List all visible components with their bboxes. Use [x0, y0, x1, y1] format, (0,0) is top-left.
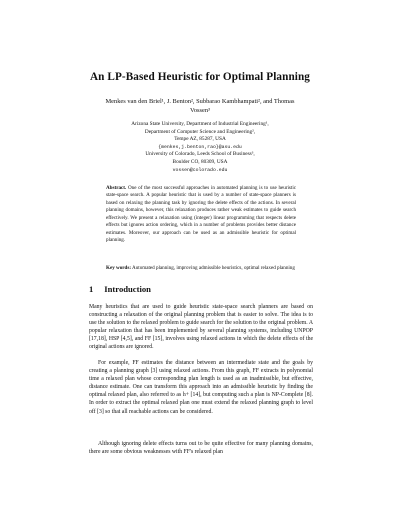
abstract — [106, 185, 296, 245]
paper-title: An LP-Based Heuristic for Optimal Planning — [90, 71, 310, 83]
section-heading — [89, 284, 151, 294]
section-title: Introduction — [104, 284, 151, 294]
affiliation-line-3: Tempe AZ, 85287, USA — [174, 136, 226, 143]
affiliations — [70, 121, 330, 174]
email-line-1: {menkes,j.benton,rao}@asu.edu — [158, 144, 242, 150]
affiliation-line-6: Boulder CO, 80309, USA — [172, 158, 228, 165]
keywords — [106, 265, 296, 272]
intro-paragraph-3: Although ignoring delete effects turns out to be quite effective for many planning domains, there are some obvious weaknesses with FF's relaxed plan — [89, 441, 313, 456]
author-list — [95, 98, 305, 115]
affiliation-line-5: University of Colorado, Leeds School of Business³, — [145, 151, 255, 158]
affiliation-line-1: Arizona State University, Department of Industrial Engineering¹, — [131, 121, 269, 127]
intro-paragraph-1: Many heuristics that are used to guide heuristic state-space search planners are based on constructing a relaxation of the original planning problem that is easier to solve. The idea is to use the solution to the relaxed problem to guide search for the solution to the original problem. A popular relaxation that has been implemented by several planning systems, including UNPOP [17,18], HSP [4,5], and FF [15], involves using relaxed actions in which the delete effects of the original actions are ignored. — [89, 304, 313, 351]
keywords-text: Automated planning, improving admissible heuristics, optimal relaxed planning — [132, 265, 295, 271]
author-line-1: Menkes van den Briel¹, J. Benton², Subbarao Kambhampati², and Thomas — [105, 98, 295, 105]
abstract-label: Abstract. — [106, 185, 127, 191]
author-line-2: Vossen³ — [190, 106, 210, 114]
section-number: 1 — [89, 284, 94, 294]
email-line-2: vossen@colorado.edu — [172, 167, 228, 173]
keywords-label: Key words: — [106, 265, 132, 271]
intro-paragraph-2: For example, FF estimates the distance between an intermediate state and the goals by creating a planning graph [3] using relaxed actions. From this graph, FF extracts in polynomial time a relaxed plan whose corresponding plan length is used as an inadmissible, but effective, distance estimate. One can transform this approach into an admissible heuristic by finding the optimal relaxed plan, also referred to as h+ [14], but computing such a plan is NP-Complete [8]. In order to extract the optimal relaxed plan one must extend the relaxed planning graph to level off [3] so that all reachable actions can be considered. — [89, 360, 313, 415]
abstract-text: One of the most successful approaches in automated planning is to use heuristic state-space search. A popular heuristic that is used by a number of state-space planners is based on relaxing the planning task by ignoring the delete effects of the actions. In several planning domains, however, this relaxation produces rather weak estimates to guide search effectively. We present a relaxation using (integer) linear programming that respects delete effects but ignores action ordering, which in a number of problems provides better distance estimates. Moreover, our approach can be used as an admissible heuristic for optimal planning. — [106, 185, 296, 244]
affiliation-line-2: Department of Computer Science and Engineering², — [144, 128, 256, 135]
